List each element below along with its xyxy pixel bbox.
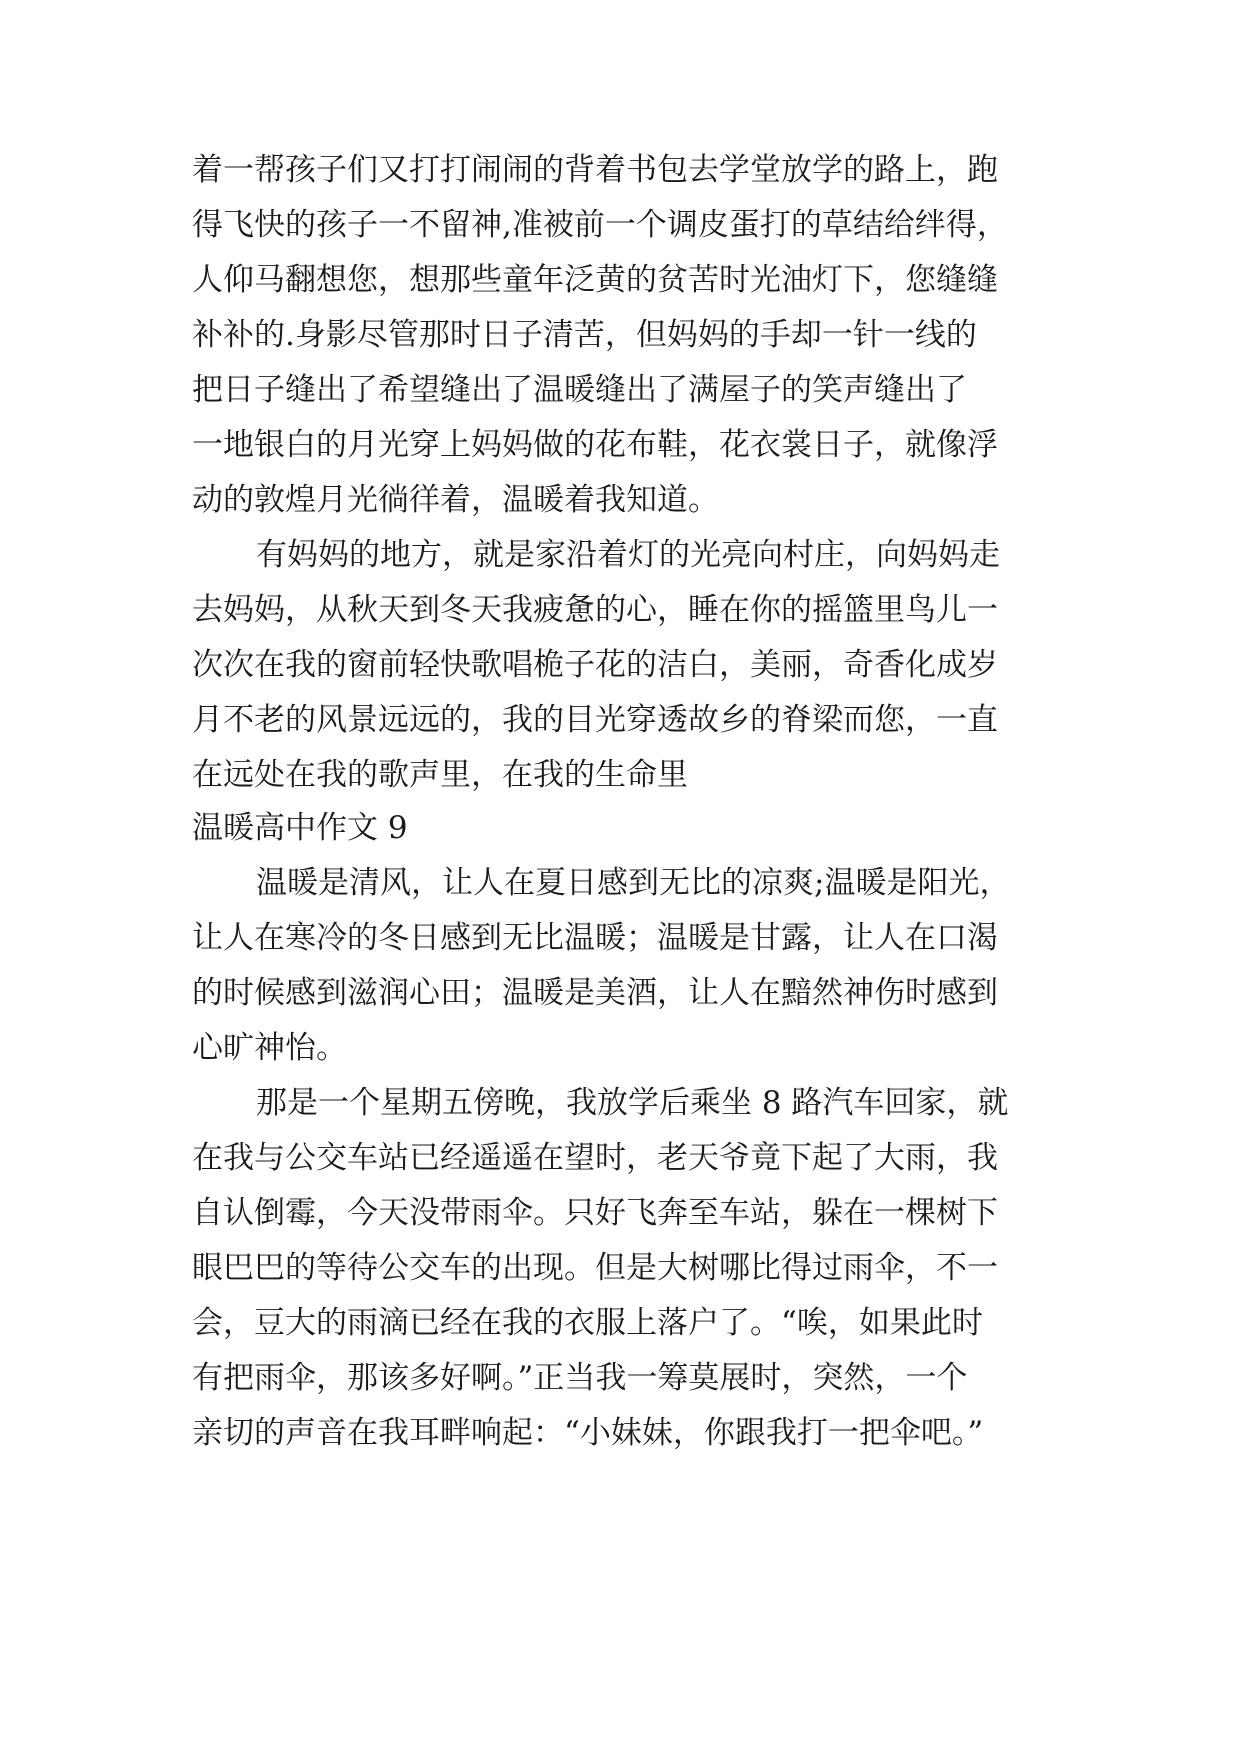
section-heading: 温暖高中作文 9	[192, 810, 408, 846]
text-line: 次次在我的窗前轻快歌唱桅子花的洁白，美丽，奇香化成岁	[192, 647, 998, 683]
text-line: 月不老的风景远远的，我的目光穿透故乡的脊梁而您，一直	[192, 702, 998, 738]
text-line: 亲切的声音在我耳畔响起：“小妹妹，你跟我打一把伞吧。”	[192, 1415, 984, 1451]
text-line: 着一帮孩子们又打打闹闹的背着书包去学堂放学的路上，跑	[192, 152, 998, 188]
text-line: 会，豆大的雨滴已经在我的衣服上落户了。“唉，如果此时	[192, 1305, 983, 1341]
text-line: 在我与公交车站已经遥遥在望时，老天爷竟下起了大雨，我	[192, 1140, 998, 1176]
text-line: 得飞快的孩子一不留神,准被前一个调皮蛋打的草结给绊得，	[192, 207, 1008, 243]
text-line: 有把雨伞，那该多好啊。”正当我一筹莫展时，突然，一个	[192, 1360, 968, 1396]
text-line: 动的敦煌月光徜徉着，温暖着我知道。	[192, 482, 719, 518]
paragraph-first-line: 有妈妈的地方，就是家沿着灯的光亮向村庄，向妈妈走	[256, 537, 1000, 573]
text-line: 一地银白的月光穿上妈妈做的花布鞋，花衣裳日子，就像浮	[192, 427, 998, 463]
text-line: 让人在寒冷的冬日感到无比温暖；温暖是甘露，让人在口渴	[192, 920, 998, 956]
text-line: 的时候感到滋润心田；温暖是美酒，让人在黯然神伤时感到	[192, 975, 998, 1011]
text-line: 自认倒霉，今天没带雨伞。只好飞奔至车站，躲在一棵树下	[192, 1195, 998, 1231]
text-line: 心旷神怡。	[192, 1030, 347, 1066]
paragraph-first-line: 那是一个星期五傍晚，我放学后乘坐 8 路汽车回家，就	[256, 1085, 1009, 1121]
text-line: 在远处在我的歌声里，在我的生命里	[192, 757, 688, 793]
text-line: 把日子缝出了希望缝出了温暖缝出了满屋子的笑声缝出了	[192, 372, 967, 408]
text-line: 人仰马翻想您，想那些童年泛黄的贫苦时光油灯下，您缝缝	[192, 262, 998, 298]
text-line: 去妈妈，从秋天到冬天我疲惫的心，睡在你的摇篮里鸟儿一	[192, 592, 998, 628]
paragraph-first-line: 温暖是清风，让人在夏日感到无比的凉爽;温暖是阳光，	[256, 865, 1011, 901]
text-line: 眼巴巴的等待公交车的出现。但是大树哪比得过雨伞，不一	[192, 1250, 998, 1286]
text-line: 补补的.身影尽管那时日子清苦，但妈妈的手却一针一线的	[192, 317, 977, 353]
